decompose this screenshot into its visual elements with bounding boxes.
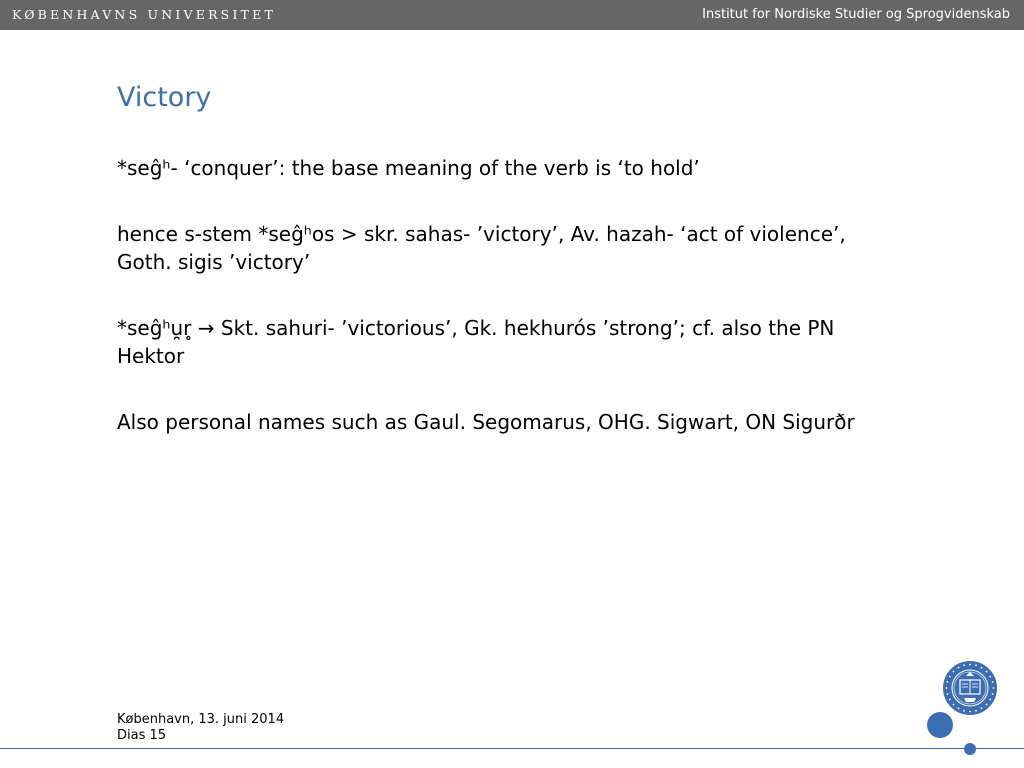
slide-body bbox=[117, 154, 877, 474]
university-seal-icon bbox=[942, 660, 998, 716]
footer-rule bbox=[0, 748, 1024, 749]
header-bar bbox=[0, 0, 1024, 30]
slide-number: Dias 15 bbox=[117, 728, 167, 743]
paragraph-conquer: *seĝʰ- ‘conquer’: the base meaning of the verb is ‘to hold’ bbox=[117, 156, 700, 180]
decorative-dot-large bbox=[927, 712, 953, 738]
paragraph-personal-names: Also personal names such as Gaul. Segomarus, OHG. Sigwart, ON Sigurðr bbox=[117, 410, 855, 434]
university-name: KØBENHAVNS UNIVERSITET bbox=[12, 7, 276, 22]
slide-title: Victory bbox=[117, 82, 212, 113]
decorative-dot-small bbox=[964, 743, 976, 755]
institute-name: Institut for Nordiske Studier og Sprogvidenskab bbox=[702, 7, 1010, 22]
paragraph-s-stem: hence s-stem *seĝʰos > skr. sahas- ’victory’, Av. hazah- ‘act of violence’, Goth. sigis ’victory’ bbox=[117, 222, 846, 274]
footer-date: København, 13. juni 2014 bbox=[117, 712, 285, 727]
paragraph-seghur: *seĝʰu̯r̥ → Skt. sahuri- ’victorious’, Gk. hekhurós ’strong’; cf. also the PN Hektor bbox=[117, 316, 835, 368]
